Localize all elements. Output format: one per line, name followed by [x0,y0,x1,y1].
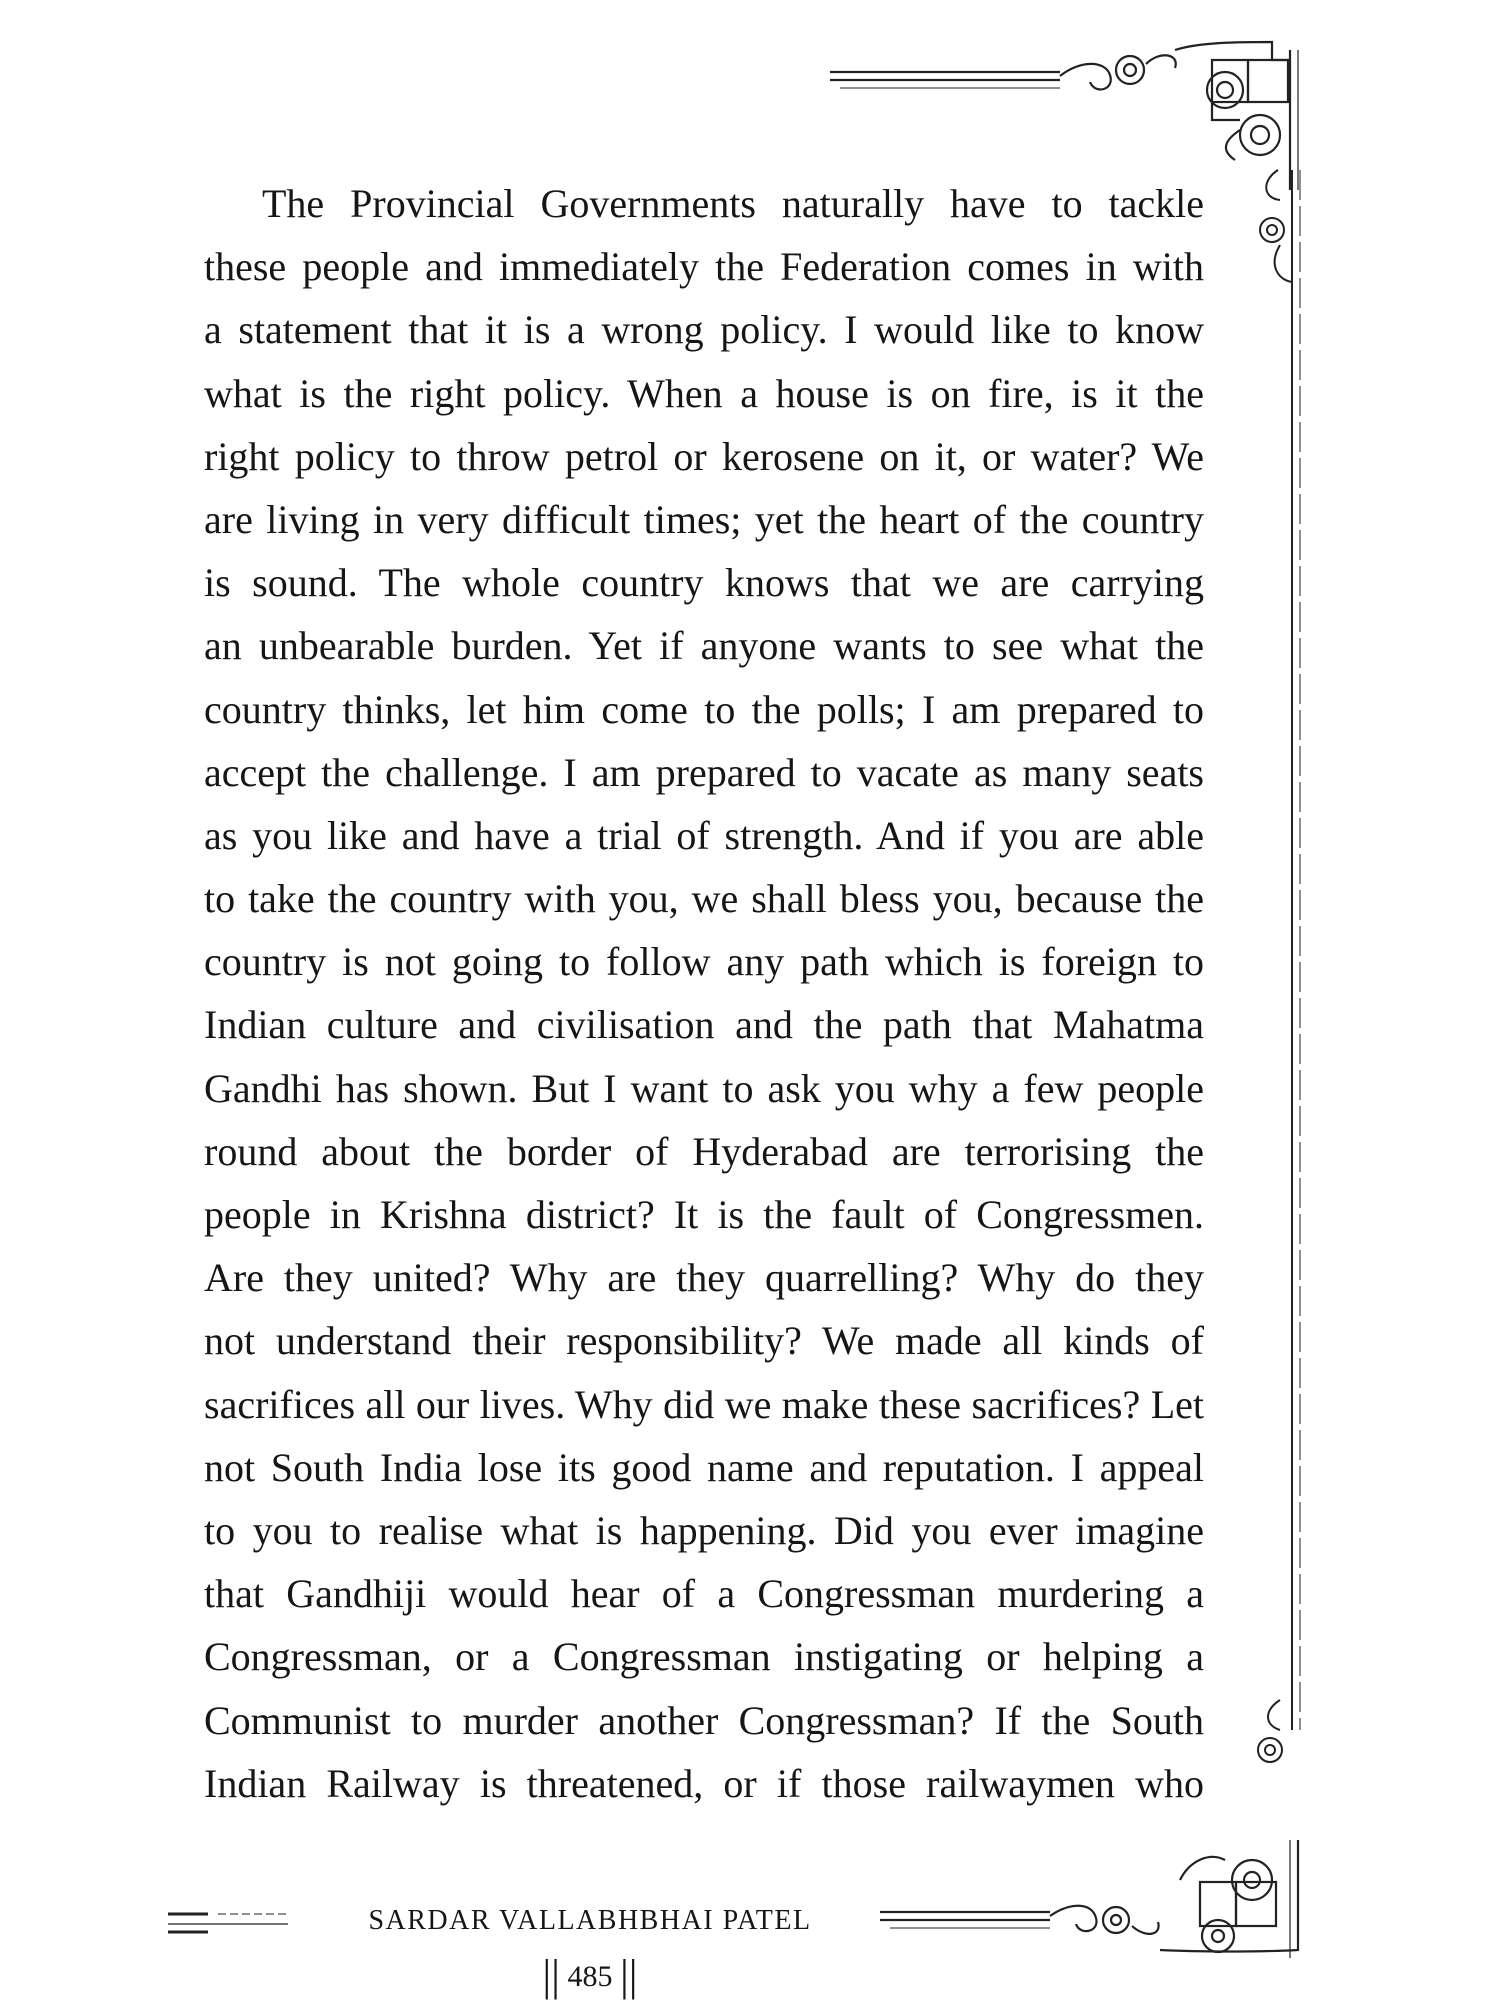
scroll-ornament-icon [880,1840,1320,1990]
scroll-ornament-icon [820,20,1320,180]
text-line: an unbearable burden. Yet if anyone wants to see what the [204,623,1204,669]
text-line: Communist to murder another Congressman? If the South [204,1697,1204,1743]
top-corner-ornament [820,20,1320,180]
text-line: The Provincial Governments naturally have to tackle [262,181,1204,226]
running-footer-title: SARDAR VALLABHBHAI PATEL [368,1905,812,1936]
text-line: Gandhi has shown. But I want to ask you why a few people [204,1065,1204,1111]
text-line: not understand their responsibility? We made all kinds of [204,1318,1204,1364]
text-line: not South India lose its good name and reputation. I appeal [204,1444,1204,1490]
text-line: right policy to throw petrol or kerosene on it, or water? We [204,433,1204,479]
text-line: people in Krishna district? It is the fault of Congressmen. [204,1192,1204,1237]
text-line: are living in very difficult times; yet the heart of the country [204,496,1204,542]
vertical-border-icon [1250,170,1310,1770]
folio-bar-left: || [542,1951,560,2000]
text-line: Are they united? Why are they quarrelling? Why do they [204,1255,1204,1301]
text-line: these people and immediately the Federation comes in with [204,244,1204,290]
text-line: country thinks, let him come to the polls; I am prepared to [204,686,1204,732]
text-line: accept the challenge. I am prepared to vacate as many seats [204,749,1204,795]
rule-lines-icon [168,1908,298,1938]
text-line: to take the country with you, we shall bless you, because the [204,876,1204,922]
text-line: as you like and have a trial of strength. And if you are able [204,812,1204,858]
body-paragraph [204,172,1204,1815]
text-line: sacrifices all our lives. Why did we make these sacrifices? Let [204,1381,1204,1427]
folio-bar-right: || [620,1951,638,2000]
text-line: is sound. The whole country knows that we are carrying [204,560,1204,606]
text-line: to you to realise what is happening. Did you ever imagine [204,1507,1204,1553]
text-line: that Gandhiji would hear of a Congressman murdering a [204,1571,1204,1617]
text-line: Indian Railway is threatened, or if those railwaymen who [204,1760,1204,1806]
text-line: round about the border of Hyderabad are terrorising the [204,1128,1204,1174]
text-line: what is the right policy. When a house is on fire, is it the [204,370,1204,416]
text-line: Congressman, or a Congressman instigating or helping a [204,1634,1204,1680]
right-border-ornament [1250,170,1310,1770]
text-line: Indian culture and civilisation and the path that Mahatma [204,1002,1204,1048]
page-number [480,1950,700,2001]
bottom-left-rule [168,1908,298,1938]
bottom-corner-ornament [880,1840,1320,1990]
text-line: country is not going to follow any path which is foreign to [204,939,1204,985]
page-number-value: 485 [567,1960,613,1993]
text-line: a statement that it is a wrong policy. I would like to know [204,307,1204,353]
